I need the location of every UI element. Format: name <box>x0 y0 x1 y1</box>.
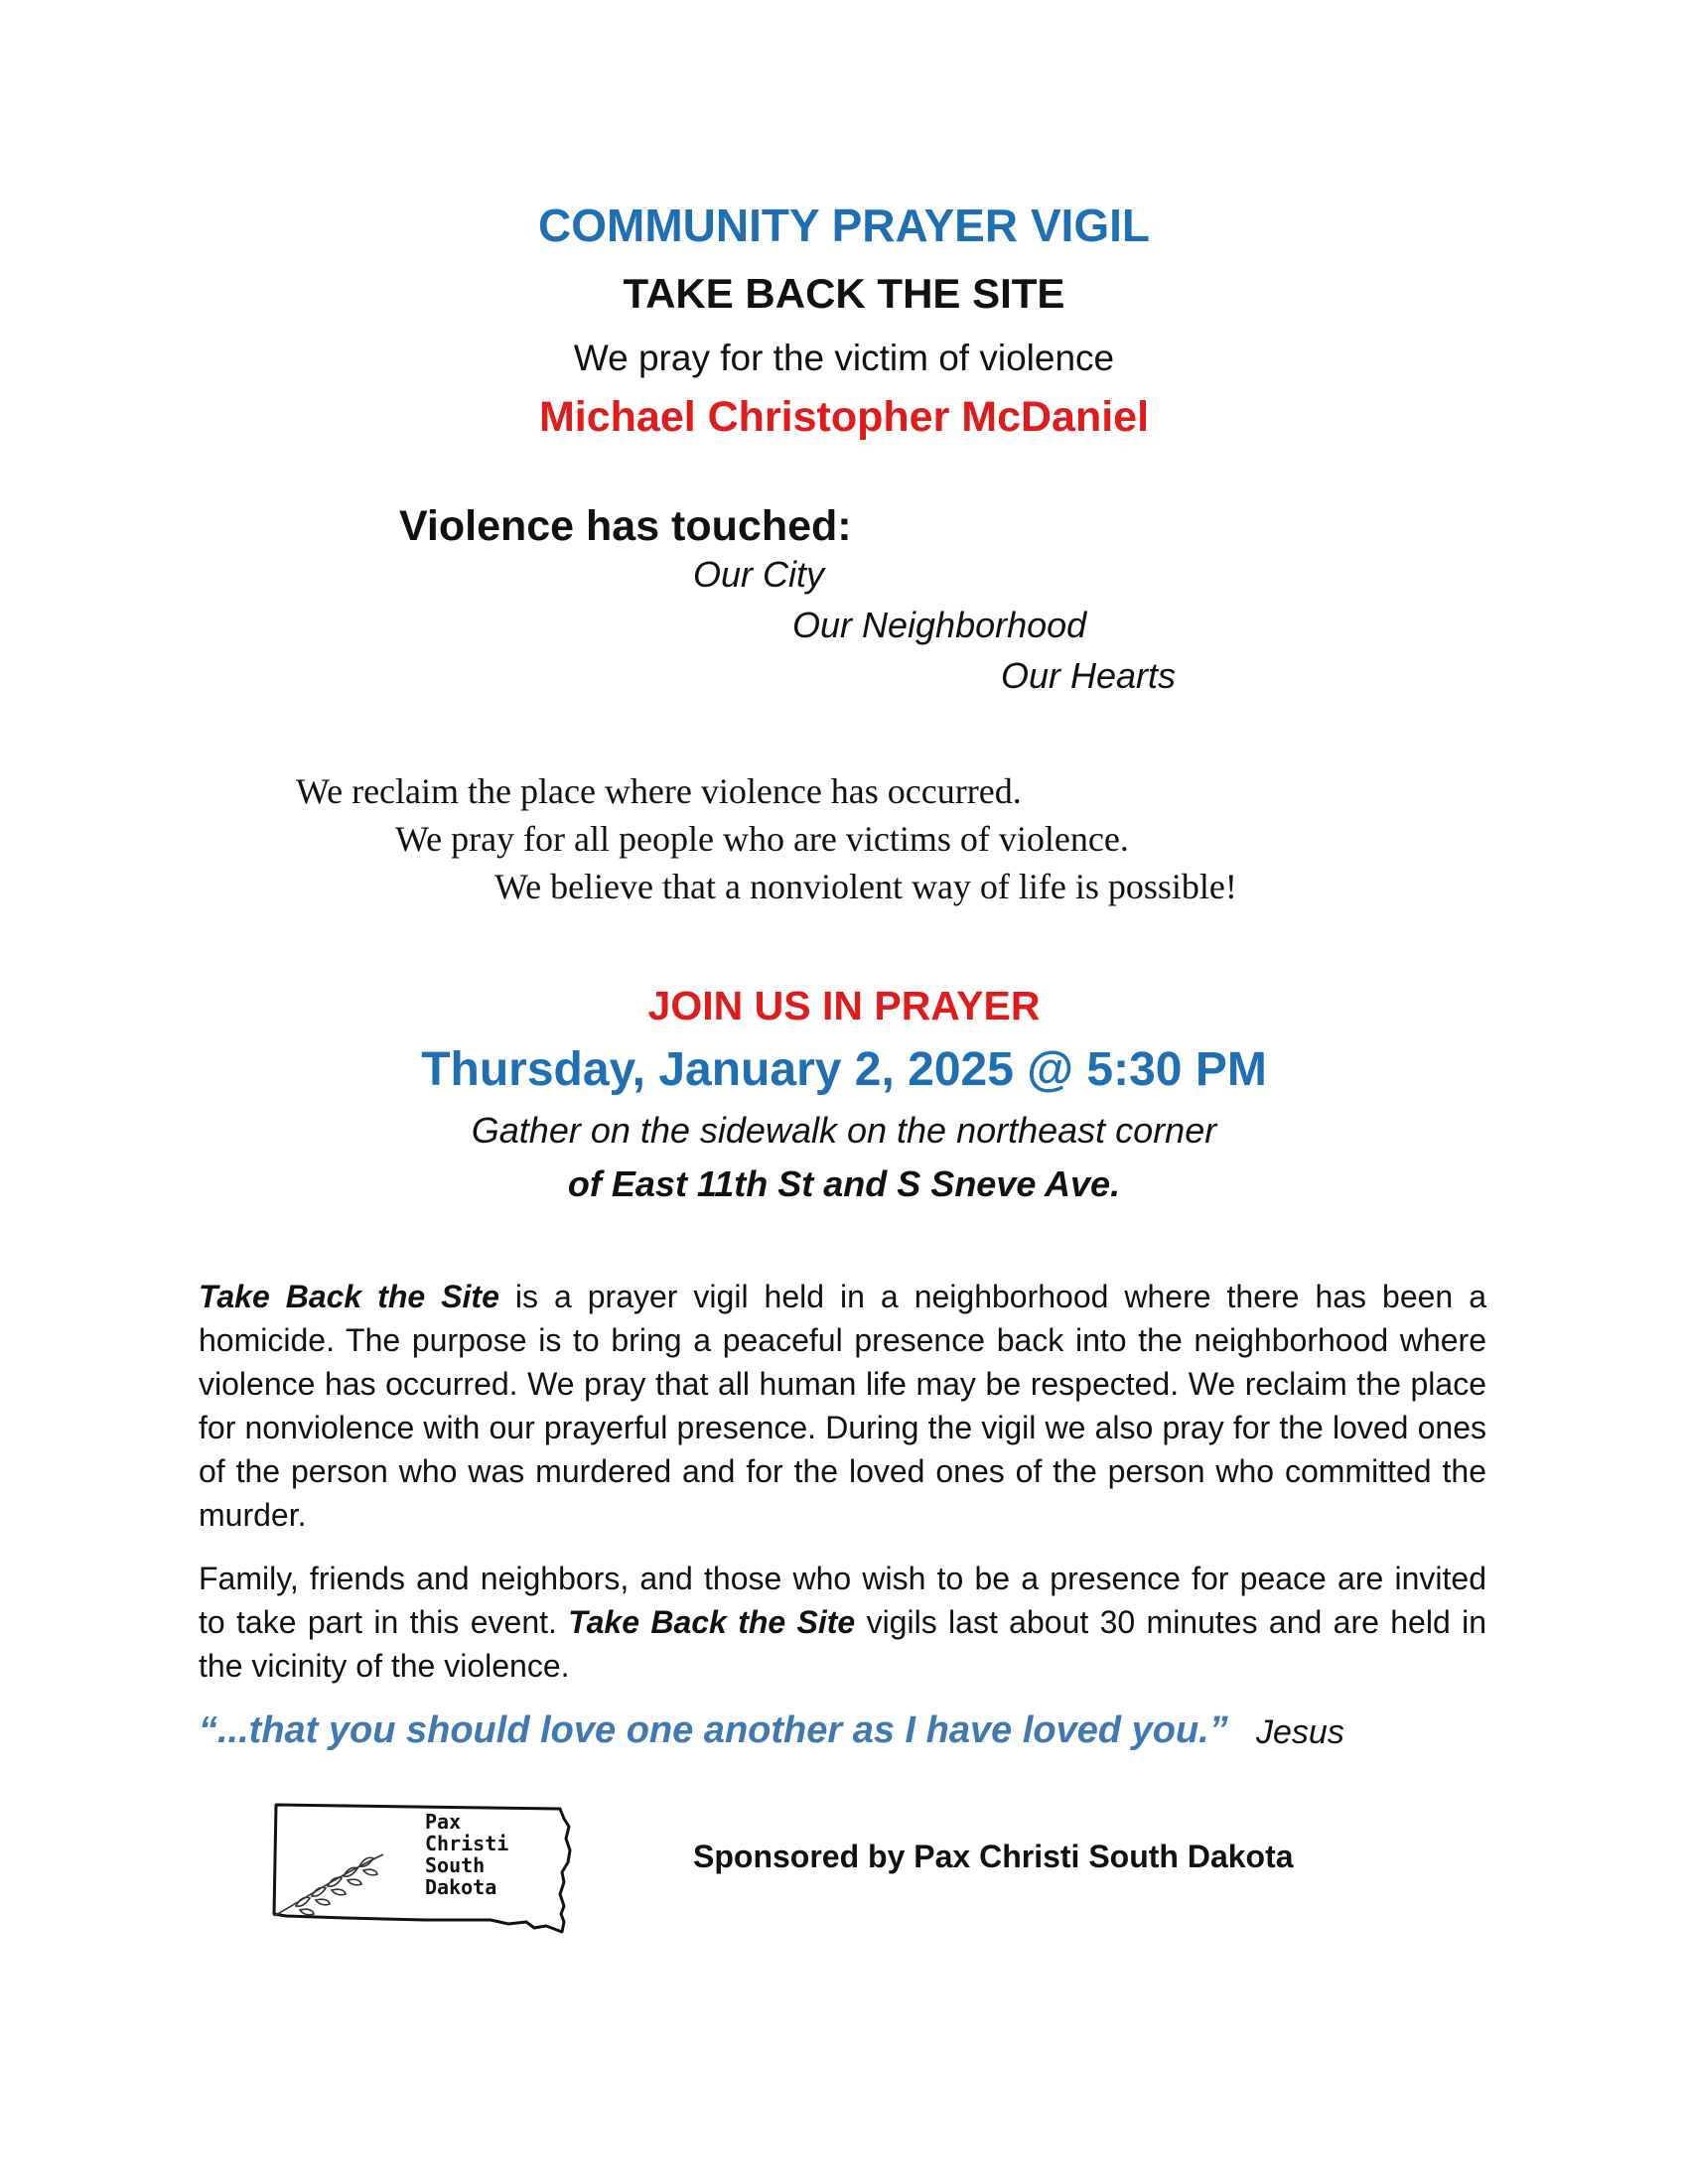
reclaim-line-2: We pray for all people who are victims of violence. <box>395 819 1129 859</box>
victim-name: Michael Christopher McDaniel <box>538 393 1150 441</box>
page-title: COMMUNITY PRAYER VIGIL <box>538 200 1150 251</box>
pax-christi-logo <box>266 1799 584 1943</box>
page-subtitle: TAKE BACK THE SITE <box>623 270 1065 317</box>
description-text-1: is a prayer vigil held in a neighborhood where there has been a homicide. The purpose is to bring a peaceful presence back into the neighborhood where violence has occurred. We pray that all human life may be respected. We reclaim the place for nonviolence with our prayerful presence. During the vigil we also pray for the loved ones of the person who was murdered and for the loved ones of the person who committed the murder. <box>199 1279 1487 1533</box>
logo-text <box>425 1811 508 1898</box>
description-paragraph-2 <box>199 1557 1486 1688</box>
scripture-quote: “...that you should love one another as I have loved you.” <box>199 1709 1228 1751</box>
event-location-line1: Gather on the sidewalk on the northeast corner <box>471 1110 1217 1151</box>
description-paragraph-1 <box>199 1275 1486 1537</box>
description-emphasis-2: Take Back the Site <box>568 1604 856 1640</box>
sponsor-line: Sponsored by Pax Christi South Dakota <box>693 1839 1294 1874</box>
violence-item-hearts: Our Hearts <box>1001 655 1177 696</box>
event-location-line2: of East 11th St and S Sneve Ave. <box>567 1163 1121 1204</box>
pray-line: We pray for the victim of violence <box>573 338 1115 378</box>
violence-item-neighborhood: Our Neighborhood <box>792 605 1087 645</box>
reclaim-line-1: We reclaim the place where violence has occurred. <box>296 771 1022 811</box>
description-text-2b: vigils last about 30 minutes and are held in the vicinity of the violence. <box>199 1604 1486 1684</box>
logo-text-line: Dakota <box>425 1875 497 1899</box>
quote-attribution: Jesus <box>1256 1713 1344 1751</box>
reclaim-line-3: We believe that a nonviolent way of life is possible! <box>494 867 1237 906</box>
logo-text-line: Pax <box>425 1810 462 1834</box>
logo-text-line: Christi <box>425 1832 509 1855</box>
description-emphasis-1: Take Back the Site <box>199 1279 499 1314</box>
description-text-2a: Family, friends and neighbors, and those who wish to be a presence for peace are invited to take part in this event. <box>199 1561 1486 1640</box>
event-datetime: Thursday, January 2, 2025 @ 5:30 PM <box>421 1043 1267 1096</box>
logo-text-line: South <box>425 1853 486 1877</box>
violence-item-city: Our City <box>693 554 825 595</box>
violence-heading: Violence has touched: <box>399 502 852 550</box>
join-us-heading: JOIN US IN PRAYER <box>647 983 1041 1028</box>
